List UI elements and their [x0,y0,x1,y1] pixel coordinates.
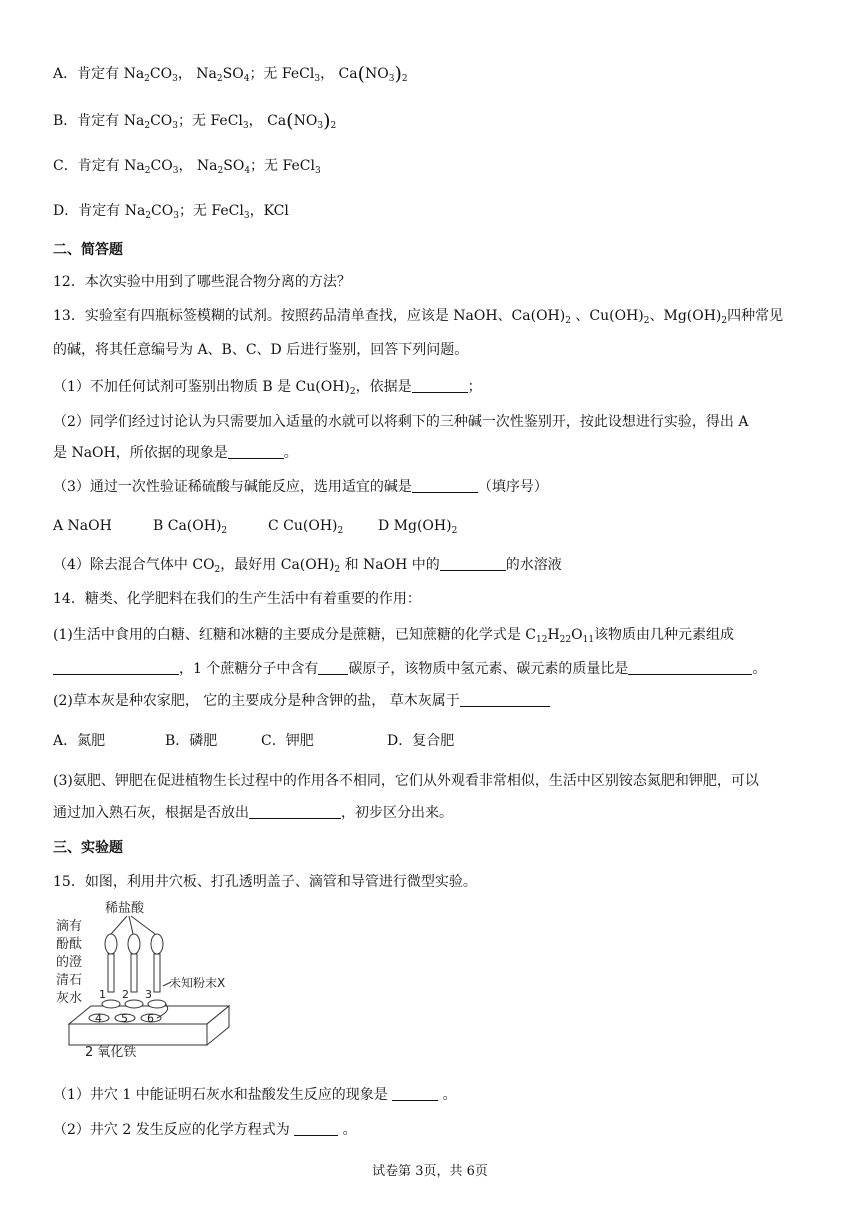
page-footer: 试卷第 3页，共 6页 [372,1164,488,1179]
section-heading-3: 三、实验题 [53,840,123,856]
question-15-stem: 15．如图，利用井穴板、打孔透明盖子、滴管和导管进行微型实验。 [53,874,477,890]
question-14-stem: 14．糖类、化学肥料在我们的生产生活中有着重要的作用： [53,591,421,607]
question-13-part-2-cont: 是 NaOH，所依据的现象是 。 [53,445,298,461]
option-c: C．肯定有 $Na_2CO_3$， $Na_2SO_4$；无 FeCl$_3$ [53,158,321,176]
question-14-choices [53,731,454,751]
question-13-choices [53,516,457,536]
well-number-1: 1 [99,988,106,1001]
answer-blank[interactable] [318,660,348,675]
option-d: D．肯定有 $Na_2CO_3$；无 FeCl$_3$，KCl [53,203,289,221]
answer-blank[interactable] [412,478,478,493]
label-dilute-hcl: 稀盐酸 [105,901,145,916]
answer-blank[interactable] [460,692,550,707]
label-left-1: 滴有 [56,919,83,934]
question-13-stem-cont: 的碱，将其任意编号为 A、B、C、D 后进行鉴别，回答下列问题。 [53,342,469,358]
question-14-part-1: (1)生活中食用的白糖、红糖和冰糖的主要成分是蔗糖，已知蔗糖的化学式是 $C_{12}H_{22}O_{11}$该物质由几种元素组成 [53,627,735,645]
well-number-5: 5 [121,1012,128,1025]
option-a: A．肯定有 $Na_2CO_3$， $Na_2SO_4$；无 FeCl$_3$， $Ca(NO_3)_2$ [53,63,408,85]
answer-blank[interactable] [249,804,341,819]
well-number-4: 4 [95,1012,102,1025]
question-13-part-2: （2）同学们经过讨论认为只需要加入适量的水就可以将剩下的三种碱一次性鉴别开，按此设想进行实验，得出 A [53,414,749,430]
label-left-4: 清石 [56,973,83,988]
well-number-3: 3 [145,988,152,1001]
dropper-group [105,934,163,992]
question-14-part-3-cont: 通过加入熟石灰，根据是否放出 ，初步区分出来。 [53,805,453,821]
well-number-2: 2 [122,988,129,1001]
answer-blank[interactable] [440,556,506,571]
choice-b: B $Ca(OH)_2$ [153,518,228,536]
choice-c: C．钾肥 [261,733,314,749]
section-heading-2: 二、简答题 [53,242,123,258]
choice-d: D．复合肥 [387,733,455,749]
answer-blank[interactable] [294,1121,338,1136]
label-left-3: 的澄 [56,955,83,970]
question-13-stem: 13．实验室有四瓶标签模糊的试剂。按照药品清单查找，应该是 NaOH、$Ca(OH)_2$ 、$Cu(OH)_2$、$Mg(OH)_2$四种常见 [53,308,784,326]
question-14-part-2: (2)草本灰是种农家肥， 它的主要成分是种含钾的盐， 草木灰属于 [53,691,550,711]
question-12: 12．本次实验中用到了哪些混合物分离的方法？ [53,274,351,290]
question-13-part-1: （1）不加任何试剂可鉴别出物质 B 是 $Cu(OH)_2$，依据是 ； [53,379,482,397]
answer-blank[interactable] [228,444,284,459]
question-13-part-4: （4）除去混合气体中 $CO_2$，最好用 $Ca(OH)_2$ 和 NaOH 中的 的水溶液 [53,557,562,575]
label-left-5: 灰水 [56,991,83,1006]
label-powder-x: 未知粉末X [169,976,226,990]
question-15-part-1: （1）井穴 1 中能证明石灰水和盐酸发生反应的现象是 。 [53,1087,457,1103]
option-b: B．肯定有 $Na_2CO_3$；无 FeCl$_3$， $Ca(NO_3)_2$ [53,110,337,132]
choice-d: D $Mg(OH)_2$ [378,518,458,536]
question-14-part-3: (3)氨肥、钾肥在促进植物生长过程中的作用各不相同，它们从外观看非常相似，生活中区别铵态氮肥和钾肥，可以 [53,773,759,789]
answer-blank[interactable] [392,1086,438,1101]
choice-c: C $Cu(OH)_2$ [268,518,344,536]
choice-a: A．氮肥 [53,733,106,749]
choice-a: A NaOH [53,518,112,534]
answer-blank[interactable] [412,378,468,393]
answer-blank[interactable] [628,660,752,675]
label-iron-oxide: 2 氧化铁 [85,1045,137,1058]
label-left-2: 酚酞 [56,937,83,952]
well-number-6: 6 [147,1012,154,1025]
choice-b: B．磷肥 [165,733,218,749]
question-15-part-2: （2）井穴 2 发生反应的化学方程式为 。 [53,1122,357,1138]
question-14-part-1-cont: ，1 个蔗糖分子中含有 碳原子，该物质中氢元素、碳元素的质量比是 。 [53,659,766,679]
well-plate-figure [53,898,268,1058]
answer-blank[interactable] [53,660,179,675]
question-13-part-3: （3）通过一次性验证稀硫酸与碱能反应，选用适宜的碱是 （填序号） [53,479,548,495]
